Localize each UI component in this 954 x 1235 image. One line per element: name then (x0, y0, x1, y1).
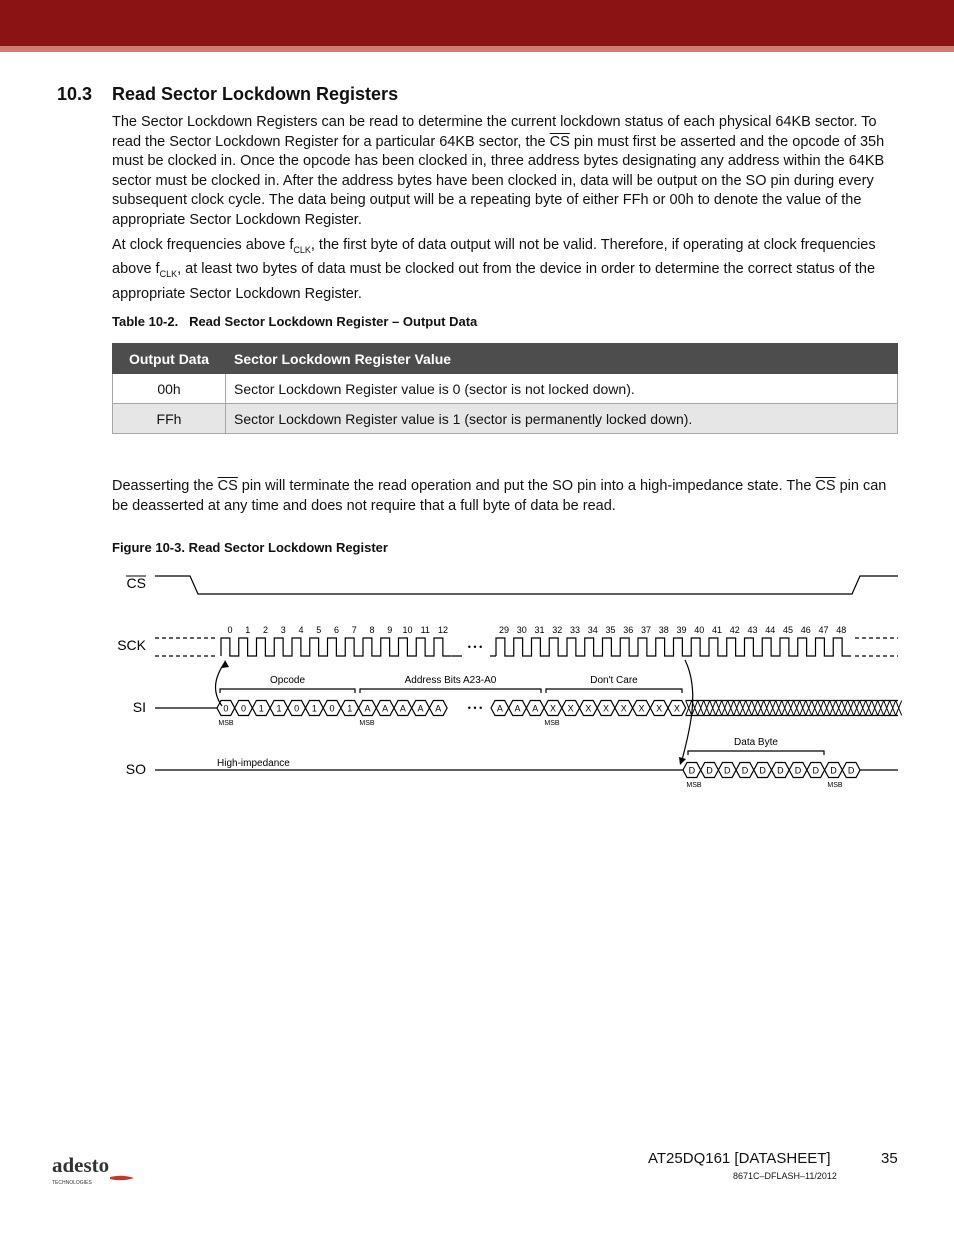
si-hatched-region (686, 701, 902, 716)
si-opcode-bit: 1 (258, 703, 264, 714)
si-opcode-bit: 0 (241, 703, 247, 714)
doc-code: 8671C–DFLASH–11/2012 (733, 1171, 837, 1181)
msb-label: MSB (544, 720, 560, 727)
si-dontcare-bit: X (549, 703, 556, 714)
group-label-dontcare: Don't Care (590, 675, 638, 686)
table-header-output-data: Output Data (113, 344, 226, 374)
clock-number-label: 40 (694, 625, 705, 635)
clock-number-label: 5 (316, 625, 322, 635)
table-cell: Sector Lockdown Register value is 0 (sector is not locked down). (226, 374, 898, 404)
arrow-head (679, 757, 686, 765)
clock-number-label: 48 (836, 625, 847, 635)
clock-number-label: 8 (369, 625, 375, 635)
signal-label-si: SI (132, 699, 146, 715)
si-opcode-bit: 1 (347, 703, 353, 714)
clock-number-label: 47 (818, 625, 829, 635)
si-address-bit: A (532, 703, 539, 714)
table-cell: Sector Lockdown Register value is 1 (sector is permanently locked down). (226, 404, 898, 434)
group-label-address: Address Bits A23-A0 (404, 675, 497, 686)
table-header-row (113, 344, 898, 374)
si-dontcare-bit: X (567, 703, 574, 714)
clock-number-label: 7 (351, 625, 357, 635)
table-caption: Table 10-2. Read Sector Lockdown Register – Output Data (112, 314, 478, 329)
clock-number-label: 37 (640, 625, 652, 635)
svg-text:adesto: adesto (52, 1153, 110, 1177)
clock-number-label: 33 (569, 625, 581, 635)
figure-caption: Figure 10-3. Read Sector Lockdown Register (112, 540, 388, 555)
clock-number-label: 9 (387, 625, 393, 635)
clock-number-label: 1 (245, 625, 251, 635)
group-label-dontcare-bracket (546, 689, 682, 693)
clock-number-label: 30 (516, 625, 527, 635)
si-dontcare-bit: X (620, 703, 627, 714)
clock-number-label: 11 (420, 625, 430, 635)
adesto-logo (52, 1150, 142, 1190)
so-data-bit: D (759, 765, 766, 776)
si-address-bit: A (435, 703, 442, 714)
group-label-databyte: Data Byte (734, 737, 778, 748)
so-data-bit: D (812, 765, 819, 776)
so-data-bit: D (847, 765, 855, 776)
so-data-bit: D (794, 765, 802, 776)
cs-signal-name: $\overline{CS}$ (217, 478, 238, 494)
page-number: 35 (881, 1150, 898, 1167)
si-dontcare-bit: X (673, 703, 680, 714)
sck-clock-pulses-a (221, 638, 452, 656)
si-address-bit: A (382, 703, 389, 714)
so-data-bit: D (688, 765, 696, 776)
clock-number-label: 44 (765, 625, 776, 635)
si-address-bit: A (514, 703, 521, 714)
si-address-bit: A (364, 703, 371, 714)
si-opcode-bit: 0 (223, 703, 229, 714)
paragraph-deassert: Deasserting the $\overline{CS}$ pin will terminate the read operation and put the SO pin into a high-impedance state. The $\overline{CS}$ pin can be deasserted at any time and does not require that a full byte of data be read. (112, 478, 887, 514)
signal-label-sck: SCK (117, 637, 146, 653)
si-opcode-bit: 1 (311, 703, 317, 714)
clock-number-label: 36 (623, 625, 634, 635)
table-cell: 00h (113, 374, 226, 404)
signal-label-so: SO (125, 761, 146, 777)
cs-waveform (155, 576, 898, 594)
si-dontcare-bit: X (585, 703, 592, 714)
logo-swoosh (110, 1176, 134, 1181)
si-address-bit: A (399, 703, 406, 714)
group-label-opcode: Opcode (269, 675, 306, 686)
paragraph-fclk: At clock frequencies above $f_{CLK}$, the first byte of data output will not be valid. Therefore, if operating at clock frequencies above $f_{CLK}$, at least two bytes of data must be clocked out from the device in order to determine the correct status of the appropriate Sector Lockdown Register. (112, 237, 876, 302)
so-data-bit: D (706, 765, 713, 776)
svg-text:TECHNOLOGIES: TECHNOLOGIES (52, 1180, 92, 1186)
group-label-databyte-bracket (688, 751, 824, 755)
clock-number-label: 6 (333, 625, 340, 635)
clock-number-label: 43 (747, 625, 758, 635)
msb-label: MSB (359, 720, 375, 727)
cs-signal-name: $\overline{CS}$ (549, 133, 570, 150)
header-bar (0, 0, 954, 46)
cs-signal-name: $\overline{CS}$ (815, 478, 836, 494)
clock-number-label: 34 (587, 625, 598, 635)
clock-number-label: 45 (782, 625, 794, 635)
clock-number-label: 31 (534, 625, 545, 635)
sck-ellipsis: • • • (467, 642, 483, 652)
sck-clock-pulses-b (496, 638, 851, 656)
header-accent-line (0, 46, 954, 52)
clock-number-label: 2 (262, 625, 269, 635)
group-label-address-bracket (360, 689, 541, 693)
output-data-table (112, 343, 898, 434)
clock-number-label: 4 (298, 625, 304, 635)
msb-label: MSB (827, 782, 843, 789)
msb-label: MSB (218, 720, 234, 727)
clock-number-label: 39 (676, 625, 687, 635)
si-address-bit: A (417, 703, 424, 714)
group-label-opcode-bracket (220, 689, 355, 693)
clock-number-label: 32 (552, 625, 563, 635)
table-cell: FFh (113, 404, 226, 434)
table-row (113, 404, 898, 434)
clock-number-label: 3 (280, 625, 286, 635)
paragraph-intro: The Sector Lockdown Registers can be read to determine the current lockdown status of each physical 64KB sector. To read the Sector Lockdown Register for a particular 64KB sector, the $\overline{CS}$ pin must first be asserted and the opcode of 35h must be clocked in. Once the opcode has been clocked in, three address bytes designating any address within the 64KB sector must be clocked in. After the address bytes have been clocked in, data will be output on the SO pin during every subsequent clock cycle. The data being output will be a repeating byte of either FFh or 00h to denote the value of the appropriate Sector Lockdown Register. (112, 114, 885, 228)
clock-number-label: 46 (800, 625, 811, 635)
clock-number-label: 12 (437, 625, 449, 635)
si-opcode-bit: 1 (276, 703, 282, 714)
table-row (113, 374, 898, 404)
si-address-bit: A (496, 703, 503, 714)
clock-number-label: 42 (729, 625, 740, 635)
si-opcode-bit: 0 (294, 703, 300, 714)
so-data-bit: D (741, 765, 749, 776)
so-high-impedance-label: High-impedance (217, 758, 290, 769)
table-header-register-value: Sector Lockdown Register Value (226, 344, 898, 374)
msb-label: MSB (686, 782, 702, 789)
so-data-bit: D (724, 765, 731, 776)
section-number: 10.3 (57, 84, 93, 104)
signal-label-cs: CS (126, 575, 146, 591)
so-data-bit: D (777, 765, 784, 776)
clock-number-label: 0 (227, 625, 233, 635)
so-data-bit: D (830, 765, 837, 776)
sck-idle-dashed (155, 638, 898, 656)
si-dontcare-bit: X (638, 703, 645, 714)
footer-doc-title: AT25DQ161 [DATASHEET] (648, 1150, 831, 1167)
section-title: Read Sector Lockdown Registers (112, 84, 399, 104)
clock-number-label: 38 (658, 625, 669, 635)
timing-diagram (0, 560, 954, 800)
si-ellipsis: • • • (467, 703, 483, 713)
clock-number-label: 29 (498, 625, 510, 635)
si-dontcare-bit: X (603, 703, 610, 714)
clock-number-label: 41 (711, 625, 723, 635)
clock-number-label: 10 (402, 625, 413, 635)
si-dontcare-bit: X (656, 703, 663, 714)
si-opcode-bit: 0 (329, 703, 335, 714)
arrow-clock-to-si (216, 662, 225, 706)
clock-number-label: 35 (605, 625, 616, 635)
